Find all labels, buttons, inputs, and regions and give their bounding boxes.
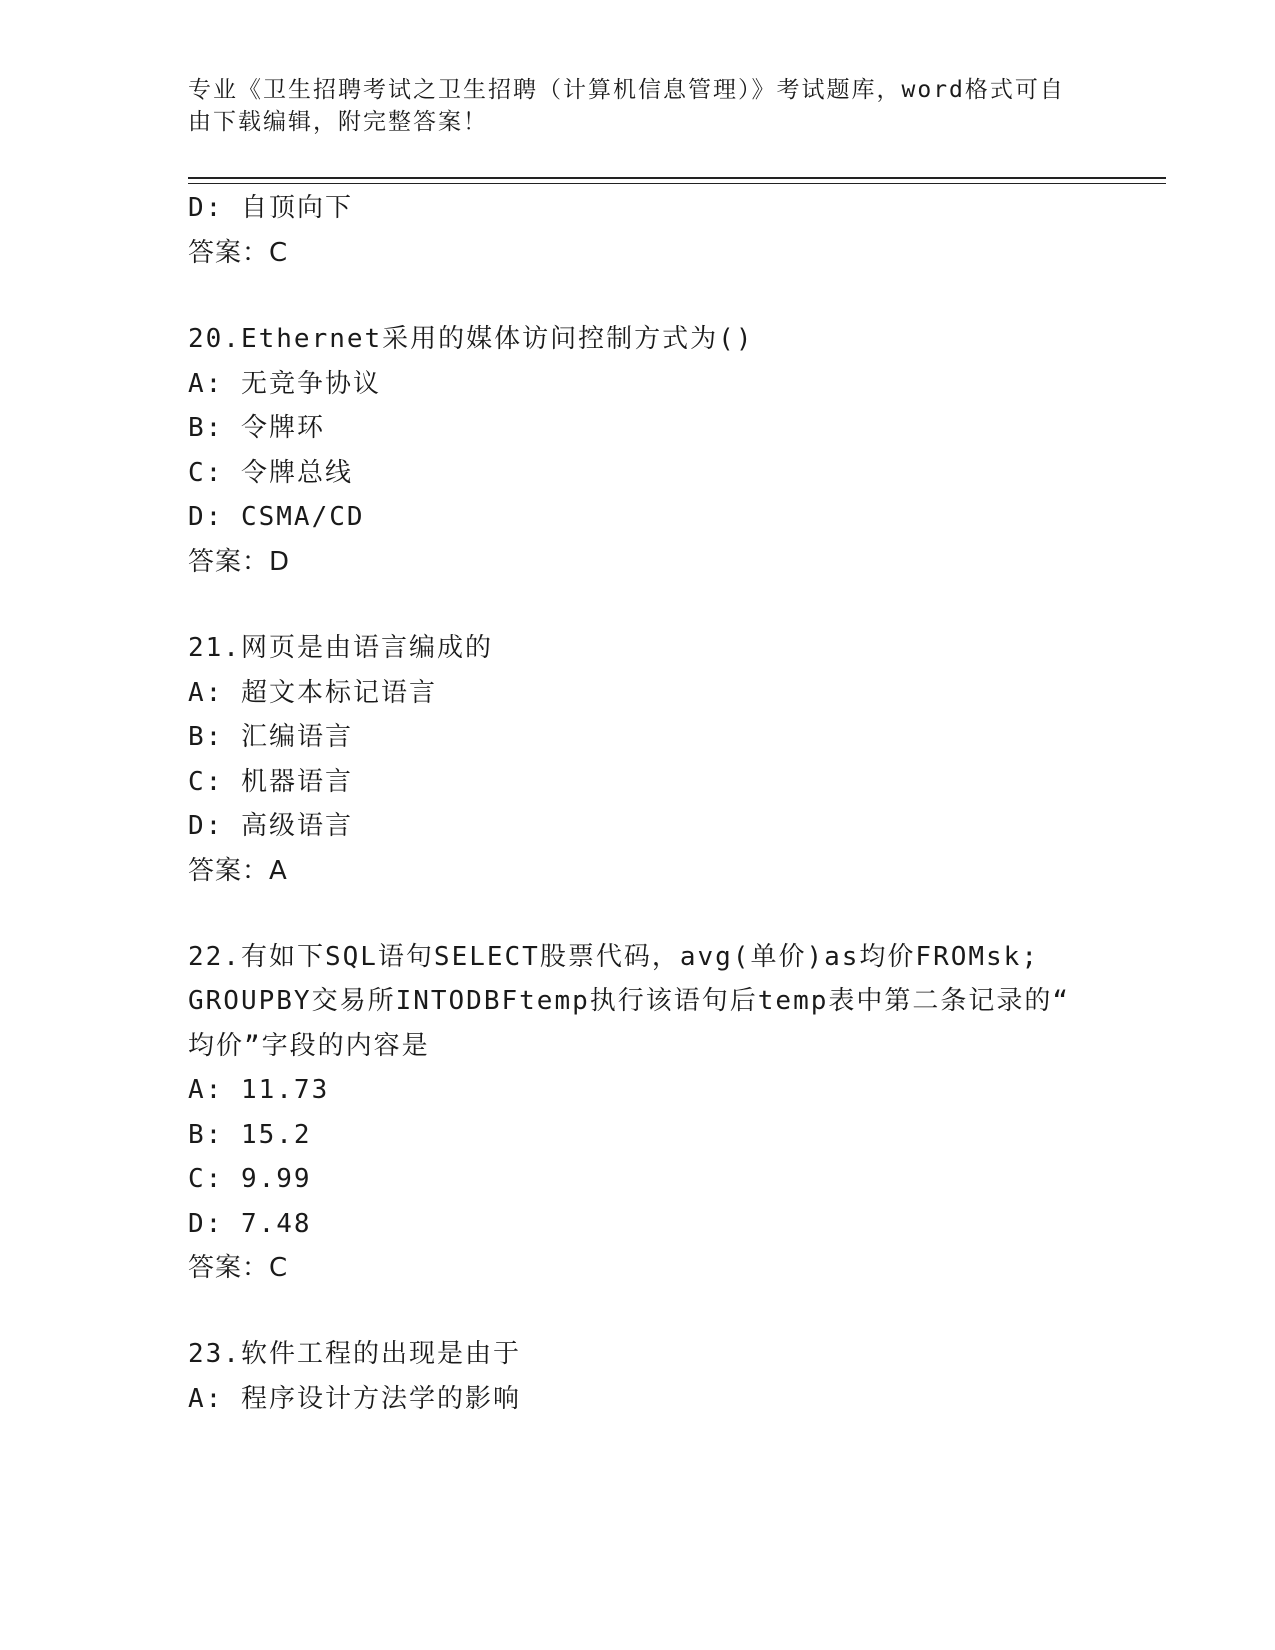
question-21: 21.网页是由语言编成的 [188,633,493,663]
option-c: C: 9.99 [188,1164,312,1194]
option-d: D: 7.48 [188,1209,312,1239]
header-line-2: 由下载编辑，附完整答案！ [188,109,488,135]
option-b: B: 15.2 [188,1120,312,1150]
option-b: B: 令牌环 [188,413,325,443]
answer-line: 答案：D [188,547,291,577]
question-23: 23.软件工程的出现是由于 [188,1339,521,1369]
option-d: D: CSMA/CD [188,502,365,532]
option-d: D: 高级语言 [188,811,353,841]
header-divider-thin [188,183,1166,184]
answer-line: 答案：C [188,238,289,268]
option-a: A: 无竞争协议 [188,369,381,399]
option-b: B: 汇编语言 [188,722,353,752]
answer-line: 答案：A [188,856,288,886]
document-header [188,74,1068,138]
question-22-line-2: GROUPBY交易所INTODBFtemp执行该语句后temp表中第二条记录的“ [188,986,1071,1016]
option-a: A: 超文本标记语言 [188,678,437,708]
question-22-line-1: 22.有如下SQL语句SELECT股票代码，avg(单价)as均价FROMsk; [188,942,1039,972]
header-line-1: 专业《卫生招聘考试之卫生招聘（计算机信息管理）》考试题库，word格式可自 [188,77,1065,103]
header-divider-thick [188,177,1166,179]
option-a: A: 11.73 [188,1075,330,1105]
option-c: C: 机器语言 [188,767,353,797]
option-d: D: 自顶向下 [188,193,353,223]
option-c: C: 令牌总线 [188,458,353,488]
answer-line: 答案：C [188,1253,289,1283]
question-22-line-3: 均价”字段的内容是 [188,1031,430,1061]
question-20: 20.Ethernet采用的媒体访问控制方式为() [188,324,754,354]
option-a: A: 程序设计方法学的影响 [188,1384,521,1414]
